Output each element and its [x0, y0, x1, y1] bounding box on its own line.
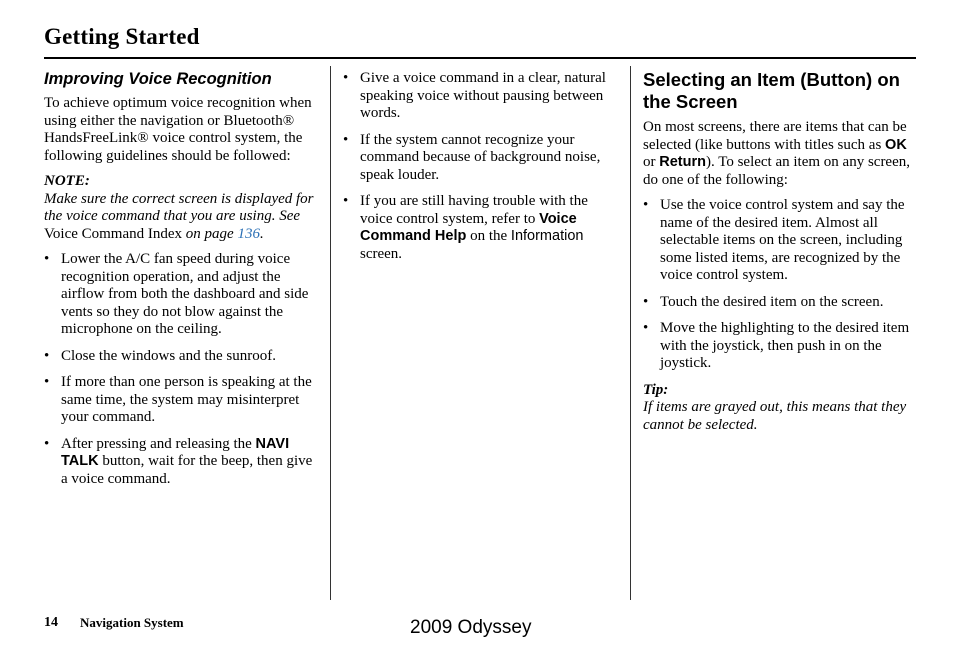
page-number: 14	[44, 615, 58, 630]
list-item-text: If more than one person is speaking at the same time, the system may misinterpret your command.	[61, 374, 312, 425]
note-label: NOTE:	[44, 173, 90, 189]
list-item-text-end: button, wait for the beep, then give a voice command.	[61, 453, 313, 487]
tip-text: If items are grayed out, this means that they cannot be selected.	[643, 399, 907, 433]
note-text	[44, 191, 320, 244]
note-text-part2: on page	[182, 225, 238, 242]
list-item: • Move the highlighting to the desired item with the joystick, then push in on the joystick.	[643, 320, 910, 371]
list-item: • Close the windows and the sunroof.	[44, 347, 276, 364]
selecting-intro-end: ). To select an item on any screen, do one of the following:	[643, 154, 911, 188]
list-item-text-end: screen.	[360, 245, 403, 262]
list-item-text: Close the windows and the sunroof.	[61, 347, 276, 364]
guidelines-list-continued	[343, 70, 619, 263]
voice-command-help-keyword: Voice Command Help	[360, 210, 577, 244]
column-divider-right	[630, 66, 631, 600]
navi-talk-keyword: NAVI TALK	[61, 435, 290, 469]
list-item: • If the system cannot recognize your command because of background noise, speak louder.	[343, 131, 601, 183]
list-item-text: If the system cannot recognize your command because of background noise, speak louder.	[360, 131, 601, 183]
selecting-intro-mid: or	[643, 154, 660, 170]
section-heading-voice-recognition: Improving Voice Recognition	[44, 70, 272, 88]
selecting-intro	[643, 119, 919, 189]
intro-paragraph: To achieve optimum voice recognition when using either the navigation or Bluetooth® HandsFreeLink® voice control system, the following guidelines should be followed:	[44, 95, 312, 164]
watermark: 2009 Odyssey	[410, 617, 532, 638]
list-item-text-mid: on the	[466, 228, 511, 244]
list-item-text: If you are still having trouble with the voice control system, refer to	[360, 193, 588, 227]
list-item: • If more than one person is speaking at the same time, the system may misinterpret your command.	[44, 374, 312, 425]
list-item: • Lower the A/C fan speed during voice recognition operation, and adjust the airflow from both the dashboard and side vents so they do not blow against the microphone on the ceiling.	[44, 251, 309, 337]
title-rule	[44, 57, 916, 59]
column-divider-left	[330, 66, 331, 600]
selecting-intro-text: On most screens, there are items that can be selected (like buttons with titles such as	[643, 119, 907, 153]
list-item-text: Lower the A/C fan speed during voice recognition operation, and adjust the airflow from both the dashboard and side vents so they do not blow against the microphone on the ceiling.	[61, 251, 309, 337]
footer-section-label: Navigation System	[80, 615, 184, 630]
list-item: • Use the voice control system and say the name of the desired item. Almost all selectable items on the screen, including some listed items, are recognized by the voice control system.	[643, 197, 905, 283]
list-item-text: Move the highlighting to the desired item with the joystick, then push in on the joystick.	[660, 320, 910, 371]
page-link-136[interactable]: 136	[237, 225, 260, 242]
page-title: Getting Started	[44, 24, 200, 49]
column-left	[44, 70, 320, 497]
selection-methods-list	[643, 197, 919, 373]
section-heading-selecting-item: Selecting an Item (Button) on the Screen	[643, 69, 900, 112]
list-item-text: After pressing and releasing the	[61, 435, 256, 452]
list-item: • Give a voice command in a clear, natural speaking voice without pausing between words.	[343, 70, 606, 121]
return-keyword: Return	[659, 154, 706, 170]
information-keyword: Information	[510, 228, 584, 244]
list-item: • After pressing and releasing the NAVI TALK button, wait for the beep, then give a voice command.	[44, 435, 313, 487]
ok-keyword: OK	[885, 136, 907, 153]
column-right	[643, 70, 919, 442]
list-item-text: Touch the desired item on the screen.	[660, 293, 884, 310]
guidelines-list	[44, 251, 320, 488]
tip-label: Tip:	[643, 381, 669, 398]
list-item: • Touch the desired item on the screen.	[643, 293, 884, 310]
list-item-text: Use the voice control system and say the name of the desired item. Almost all selectable items on the screen, including some listed items, are recognized by the voice control system.	[660, 197, 905, 283]
note-text-end: .	[259, 225, 264, 242]
note-text-part1: Make sure the correct screen is displayed for the voice command that you are using. See	[44, 190, 314, 224]
list-item: • If you are still having trouble with the voice control system, refer to Voice Command Help on the Information screen.	[343, 193, 588, 262]
list-item-text: Give a voice command in a clear, natural speaking voice without pausing between words.	[360, 70, 606, 121]
column-middle	[343, 70, 619, 272]
note-reference: Voice Command Index	[44, 225, 183, 242]
